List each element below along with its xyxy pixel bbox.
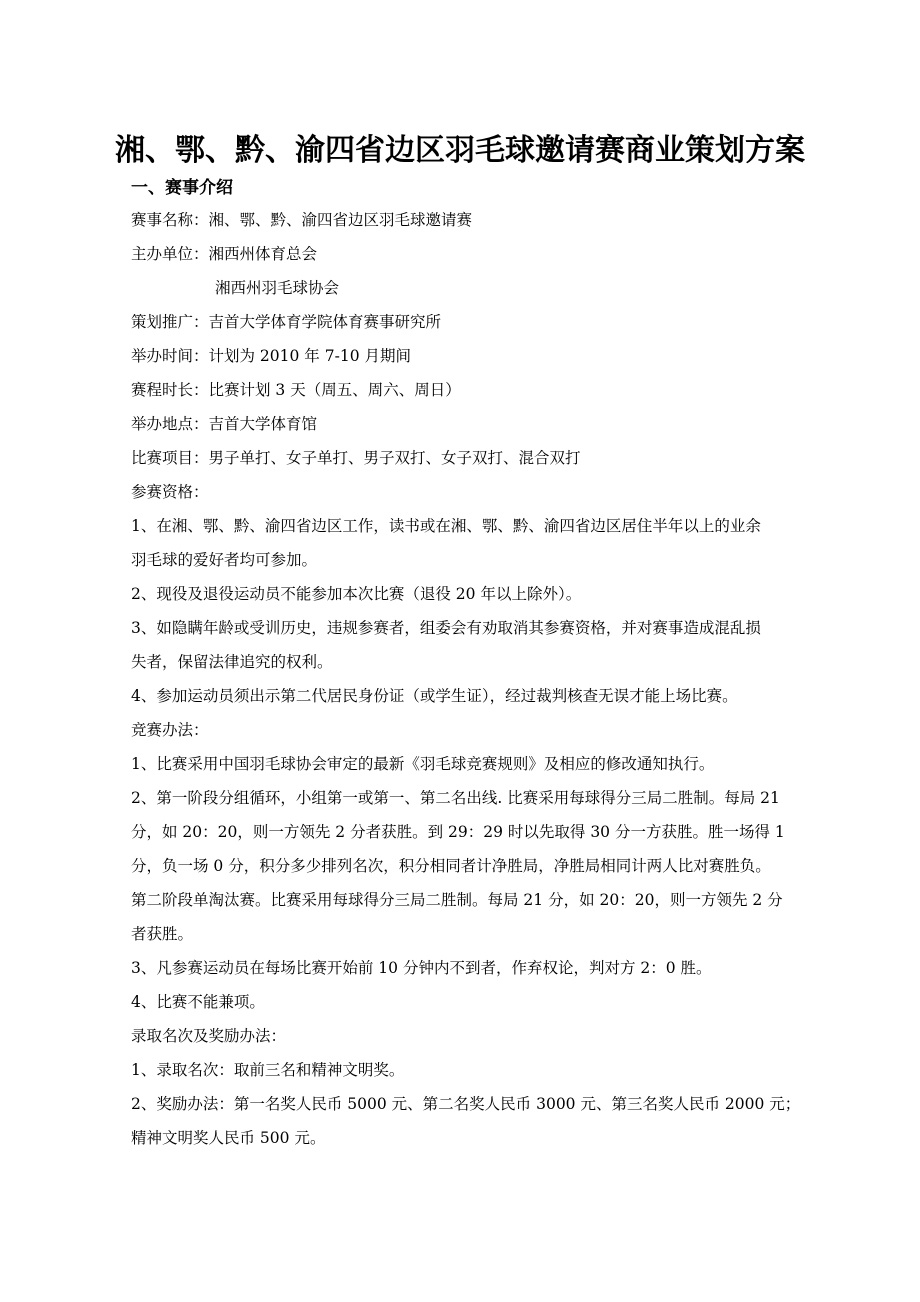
paragraph-line: 3、凡参赛运动员在每场比赛开始前 10 分钟内不到者，作弃权论，判对方 2：0 胜。 — [131, 959, 712, 977]
paragraph-line: 2、奖励办法：第一名奖人民币 5000 元、第二名奖人民币 3000 元、第三名奖人民币 2000 元； — [131, 1095, 801, 1113]
paragraph-line: 4、参加运动员须出示第二代居民身份证（或学生证），经过裁判核查无误才能上场比赛。 — [131, 687, 738, 705]
paragraph-line: 1、录取名次：取前三名和精神文明奖。 — [131, 1061, 405, 1079]
paragraph-line: 分，负一场 0 分，积分多少排列名次，积分相同者计净胜局，净胜局相同计两人比对赛胜负。 — [131, 857, 771, 875]
paragraph-line: 分，如 20：20，则一方领先 2 分者获胜。到 29：29 时以先取得 30 分一方获胜。胜一场得 1 — [131, 823, 785, 841]
paragraph-line: 失者，保留法律追究的权利。 — [131, 653, 333, 671]
paragraph-line: 2、现役及退役运动员不能参加本次比赛（退役 20 年以上除外）。 — [131, 585, 582, 603]
paragraph-line: 赛事名称：湘、鄂、黔、渝四省边区羽毛球邀请赛 — [131, 211, 473, 229]
paragraph-line: 精神文明奖人民币 500 元。 — [131, 1129, 326, 1147]
section-heading: 一、赛事介绍 — [131, 178, 233, 198]
paragraph-line: 湘西州羽毛球协会 — [215, 279, 340, 297]
paragraph-line: 比赛项目：男子单打、女子单打、男子双打、女子双打、混合双打 — [131, 449, 581, 467]
paragraph-line: 1、在湘、鄂、黔、渝四省边区工作，读书或在湘、鄂、黔、渝四省边区居住半年以上的业余 — [131, 517, 761, 535]
paragraph-line: 羽毛球的爱好者均可参加。 — [131, 551, 318, 569]
document-title: 湘、鄂、黔、渝四省边区羽毛球邀请赛商业策划方案 — [115, 133, 805, 168]
document-body — [131, 208, 801, 1160]
paragraph-line: 举办时间：计划为 2010 年 7-10 月期间 — [131, 347, 411, 365]
paragraph-line: 1、比赛采用中国羽毛球协会审定的最新《羽毛球竞赛规则》及相应的修改通知执行。 — [131, 755, 715, 773]
paragraph-line: 4、比赛不能兼项。 — [131, 993, 265, 1011]
paragraph-line: 竞赛办法： — [131, 721, 209, 739]
paragraph-line: 策划推广：吉首大学体育学院体育赛事研究所 — [131, 313, 442, 331]
paragraph-line: 赛程时长：比赛计划 3 天（周五、周六、周日） — [131, 381, 461, 399]
paragraph-line: 参赛资格： — [131, 483, 209, 501]
paragraph-line: 3、如隐瞒年龄或受训历史，违规参赛者，组委会有劝取消其参赛资格，并对赛事造成混乱损 — [131, 619, 761, 637]
paragraph-line: 第二阶段单淘汰赛。比赛采用每球得分三局二胜制。每局 21 分，如 20：20，则一方领先 2 分 — [131, 891, 783, 909]
paragraph-line: 主办单位：湘西州体育总会 — [131, 245, 318, 263]
paragraph-line: 录取名次及奖励办法： — [131, 1027, 287, 1045]
paragraph-line: 者获胜。 — [131, 925, 194, 943]
paragraph-line: 举办地点：吉首大学体育馆 — [131, 415, 318, 433]
paragraph-line: 2、第一阶段分组循环，小组第一或第一、第二名出线. 比赛采用每球得分三局二胜制。每局 21 — [131, 789, 780, 807]
